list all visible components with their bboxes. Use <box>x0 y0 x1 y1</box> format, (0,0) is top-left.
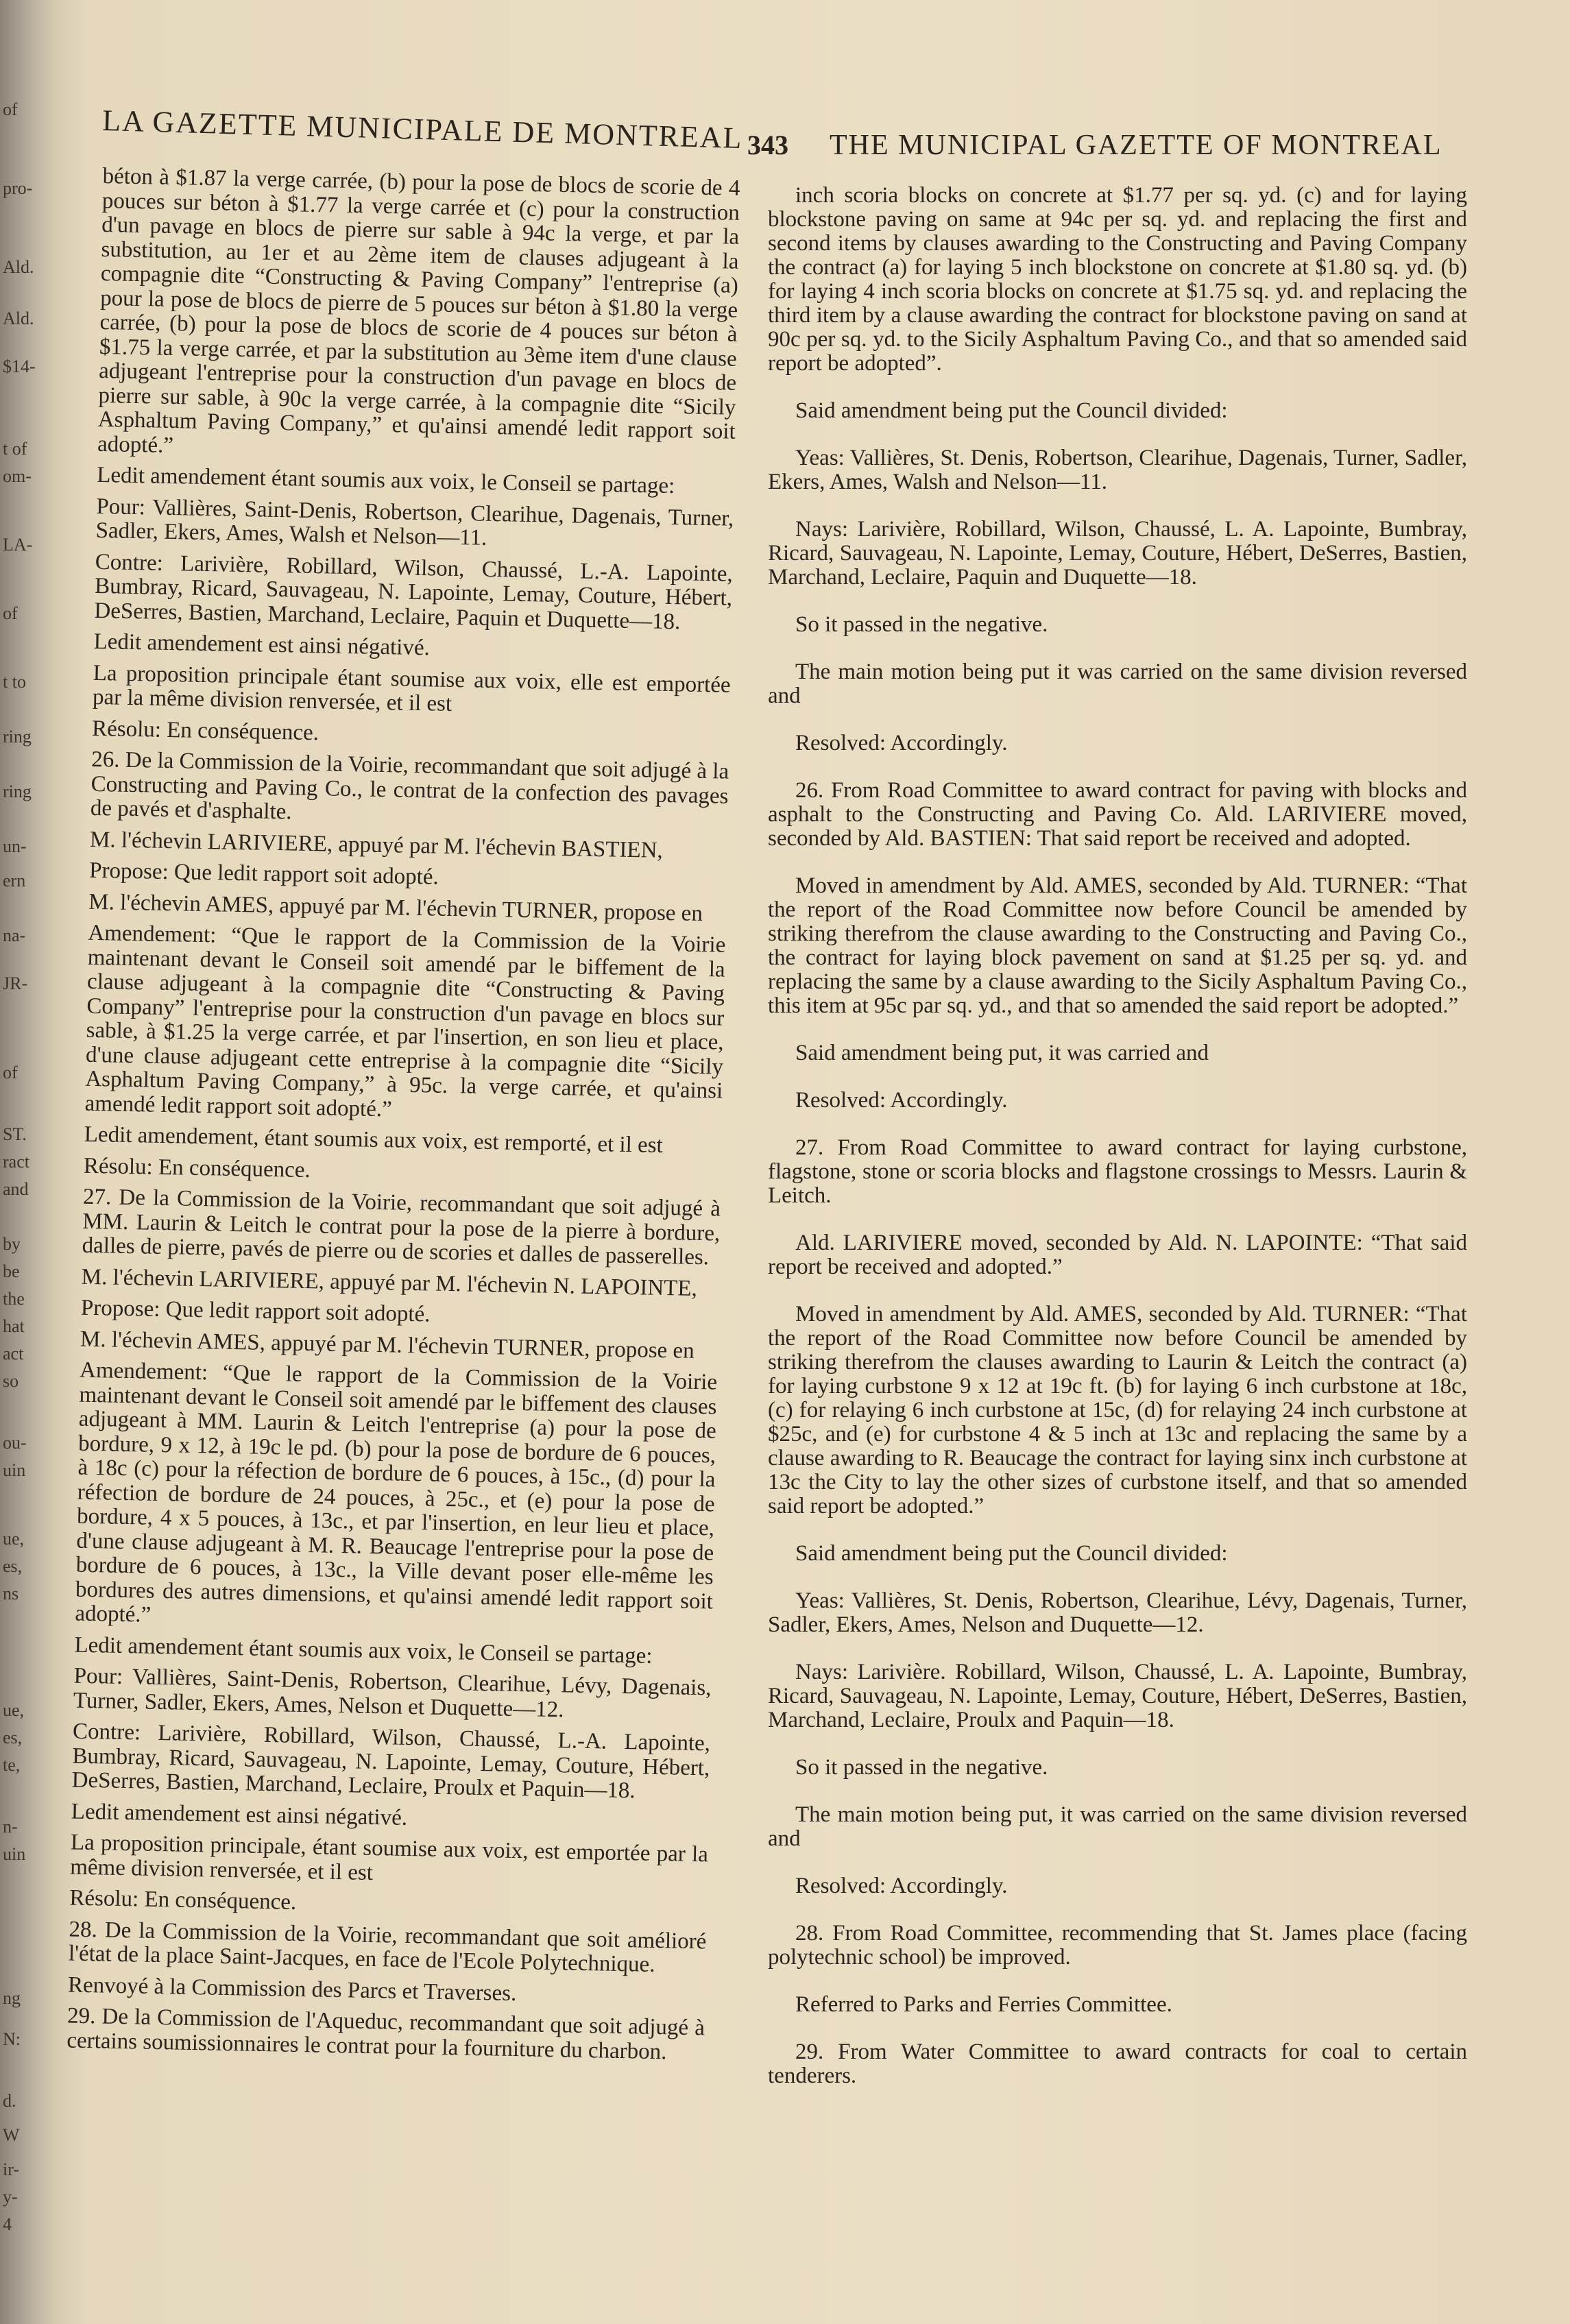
english-paragraph: Said amendment being put, it was carried and <box>795 1041 1209 1065</box>
margin-fragment: $14- <box>3 356 36 376</box>
margin-fragment: and <box>3 1179 29 1199</box>
english-paragraph: Referred to Parks and Ferries Committee. <box>795 1992 1172 2017</box>
previous-page-margin <box>0 0 53 2324</box>
margin-fragment: ns <box>3 1584 19 1603</box>
english-paragraph: Yeas: Vallières, St. Denis, Robertson, Clearihue, Dagenais, Turner, Sadler, Ekers, Ames, Walsh and Nelson—11. <box>768 446 1467 494</box>
margin-fragment: by <box>3 1234 21 1254</box>
french-paragraph: béton à $1.87 la verge carrée, (b) pour la pose de blocs de scorie de 4 pouces sur béton à $1.77 la verge carrée et (c) pour la construction d'un pavage en blocs de pierre sur sable à 94c la verge, et par la substitution, au 1er et au 2ème item de clauses adjugeant à la compagnie dite “Constructing & Paving Company” l'entreprise (a) pour la pose de blocs de pierre de 5 pouces sur béton à $1.80 la verge carrée, (b) pour la pose de blocs de scorie de 4 pouces sur béton à $1.75 la verge carrée, et par la substitution au 3ème item d'une clause adjugeant l'entreprise pour la construction d'un pavage en blocs de pierre sur sable, à 90c la verge carrée, à la compagnie dite “Sicily Asphaltum Paving Company,” et qu'ainsi amendé ledit rapport soit adopté.” <box>97 164 740 458</box>
french-paragraph: Contre: Larivière, Robillard, Wilson, Chaussé, L.-A. Lapointe, Bumbray, Ricard, Sauvageau, N. Lapointe, Lemay, Couture, Hébert, DeSerres, Bastien, Marchand, Leclaire, Paquin et Duquette—18. <box>94 549 734 634</box>
french-paragraph: M. l'échevin LARIVIERE, appuyé par M. l'échevin N. LAPOINTE, <box>81 1264 698 1301</box>
french-paragraph: Renvoyé à la Commission des Parcs et Traverses. <box>67 1972 517 2006</box>
english-paragraph: Resolved: Accordingly. <box>795 731 1008 755</box>
french-paragraph: Pour: Vallières, Saint-Denis, Robertson, Clearihue, Dagenais, Turner, Sadler, Ekers, Ames, Walsh et Nelson—11. <box>95 494 734 550</box>
page-number: 343 <box>747 130 788 160</box>
margin-fragment: n- <box>3 1817 18 1837</box>
english-paragraph: Resolved: Accordingly. <box>795 1874 1008 1898</box>
english-paragraph: Nays: Larivière. Robillard, Wilson, Chaussé, L. A. Lapointe, Bumbray, Ricard, Sauvageau, N. Lapointe, Lemay, Couture, Hébert, DeSerres, Bastien, Marchand, Leclaire, Proulx and Paquin—18. <box>768 1660 1467 1732</box>
french-paragraph: Ledit amendement est ainsi négativé. <box>71 1799 408 1830</box>
french-paragraph: Ledit amendement est ainsi négativé. <box>93 629 431 661</box>
margin-fragment: t of <box>3 439 27 459</box>
french-paragraph: 29. De la Commission de l'Aqueduc, recommandant que soit adjugé à certains soumissionnaires le contrat pour la fourniture du charbon. <box>67 2003 705 2064</box>
french-paragraph: La proposition principale étant soumise aux voix, elle est emportée par la même division renversée, et il est <box>92 660 731 716</box>
english-paragraph: 29. From Water Committee to award contracts for coal to certain tenderers. <box>768 2039 1467 2088</box>
english-column <box>768 184 1467 2268</box>
french-paragraph: 26. De la Commission de la Voirie, recommandant que soit adjugé à la Constructing and Paving Co., le contrat de la confection des pavages de pavés et d'asphalte. <box>90 747 729 825</box>
french-column <box>62 165 740 2274</box>
french-paragraph: Ledit amendement, étant soumis aux voix, est remporté, et il est <box>84 1122 664 1158</box>
english-paragraph: Moved in amendment by Ald. AMES, seconded by Ald. TURNER: “That the report of the Road Committee now before Council be amended by striking therefrom the clauses awarding to Laurin & Leitch the contract (a) for laying curbstone 9 x 12 at 19c ft. (b) for laying 6 inch curbstone at 18c, (c) for relaying 6 inch curbstone at 15c, (d) for relaying 24 inch curbstone at $25c, and (e) for curbstone 4 & 5 inch at 13c and replacing the same by a clause awarding to R. Beaucage the contract for laying sinx inch curbstone at 13c the City to lay the other sizes of curbstone itself, and that so amended said report be adopted.” <box>768 1302 1467 1518</box>
margin-fragment: un- <box>3 836 27 856</box>
english-paragraph: 27. From Road Committee to award contract for laying curbstone, flagstone, stone or scoria blocks and flagstone crossings to Messrs. Laurin & Leitch. <box>768 1135 1467 1208</box>
french-paragraph: Résolu: En conséquence. <box>83 1153 311 1183</box>
french-paragraph: Pour: Vallières, Saint-Denis, Robertson, Clearihue, Lévy, Dagenais, Turner, Sadler, Ekers, Ames, Nelson et Duquette—12. <box>73 1663 712 1722</box>
english-paragraph: Yeas: Vallières, St. Denis, Robertson, Clearihue, Lévy, Dagenais, Turner, Sadler, Ekers, Ames, Nelson and Duquette—12. <box>768 1588 1467 1637</box>
margin-fragment: JR- <box>3 973 28 993</box>
margin-fragment: ir- <box>3 2159 20 2179</box>
english-paragraph: So it passed in the negative. <box>795 1755 1048 1780</box>
french-paragraph: Résolu: En conséquence. <box>91 716 319 745</box>
margin-fragment: ract <box>3 1152 29 1172</box>
french-paragraph: Ledit amendement étant soumis aux voix, le Conseil se partage: <box>96 462 675 499</box>
margin-fragment: ring <box>3 727 32 747</box>
english-paragraph: 26. From Road Committee to award contract for paving with blocks and asphalt to the Constructing and Paving Co. Ald. LARIVIERE moved, seconded by Ald. BASTIEN: That said report be received and adopted. <box>768 778 1467 851</box>
margin-fragment: the <box>3 1289 25 1309</box>
margin-fragment: N: <box>3 2029 21 2049</box>
french-paragraph: Contre: Larivière, Robillard, Wilson, Chaussé, L.-A. Lapointe, Bumbray, Ricard, Sauvageau, N. Lapointe, Lemay, Couture, Hébert, DeSerres, Bastien, Marchand, Leclaire, Proulx et Paquin—18. <box>71 1719 711 1804</box>
margin-fragment: ern <box>3 871 26 891</box>
margin-fragment: te, <box>3 1755 21 1775</box>
english-paragraph: Moved in amendment by Ald. AMES, seconded by Ald. TURNER: “That the report of the Road Committee now before Council be amended by striking therefrom the clause awarding to the Constructing and Paving Co., the contract for laying block pavement on sand at $1.25 per sq. yd. and replacing the same by a clause awarding to the Sicily Asphaltum Paving Co., this item at 95c par sq. yd., and that so amended the said report be adopted.” <box>768 873 1467 1018</box>
margin-fragment: y- <box>3 2187 18 2207</box>
margin-fragment: ue, <box>3 1529 25 1549</box>
french-paragraph: 28. De la Commission de la Voirie, recommandant que soit amélioré l'état de la place Saint-Jacques, en face de l'Ecole Polytechnique. <box>68 1917 707 1977</box>
header-french-title: LA GAZETTE MUNICIPALE DE MONTREAL <box>101 103 744 156</box>
english-paragraph: The main motion being put, it was carried on the same division reversed and <box>768 1802 1467 1851</box>
margin-fragment: t to <box>3 672 26 692</box>
margin-fragment: pro- <box>3 178 33 198</box>
french-paragraph: Amendement: “Que le rapport de la Commission de la Voirie maintenant devant le Conseil soit amendé par le biffement des clauses adjugeant à MM. Laurin & Leitch l'entreprise (a) pour la pose de bordure, 9 x 12, à 19c le pd. (b) pour la pose de bordure de 6 pouces, à 18c (c) pour la réfection de bordure de 6 pouces, à 15c., (d) pour la réfection de bordure de 24 pouces, à 25c., et (e) pour la pose de bordure, 4 x 5 pouces, à 13c., et par l'insertion, en leur lieu et place, d'une clause adjugeant à M. R. Beaucage l'entreprise pour la pose de bordure de 6 pouces, à 13c., la Ville devant poser elle-même les bordures des autres dimensions, et qu'ainsi amendé ledit rapport soit adopté.” <box>75 1357 718 1627</box>
margin-fragment: 4 <box>3 2214 12 2234</box>
french-paragraph: 27. De la Commission de la Voirie, recommandant que soit adjugé à MM. Laurin & Leitch le contrat pour la pose de la pierre à bordure, dalles de pierre, pavés de pierre ou de scories et dalles de passerelles. <box>82 1184 721 1270</box>
margin-fragment: om- <box>3 466 32 486</box>
french-paragraph: Résolu: En conséquence. <box>69 1885 297 1915</box>
margin-fragment: W <box>3 2125 20 2145</box>
margin-fragment: of <box>3 99 18 119</box>
english-paragraph: 28. From Road Committee, recommending that St. James place (facing polytechnic school) be improved. <box>768 1921 1467 1970</box>
margin-fragment: na- <box>3 925 26 945</box>
french-paragraph: La proposition principale, étant soumise aux voix, est emportée par la même division renversée, et il est <box>69 1830 709 1885</box>
margin-fragment: act <box>3 1344 24 1364</box>
french-paragraph: M. l'échevin AMES, appuyé par M. l'échevin TURNER, propose en <box>88 889 703 926</box>
margin-fragment: be <box>3 1261 20 1281</box>
margin-fragment: es, <box>3 1728 23 1747</box>
margin-fragment: d. <box>3 2091 16 2111</box>
french-paragraph: Propose: Que ledit rapport soit adopté. <box>80 1295 431 1327</box>
margin-fragment: LA- <box>3 535 33 555</box>
french-paragraph: M. l'échevin LARIVIERE, appuyé par M. l'échevin BASTIEN, <box>89 827 664 863</box>
english-paragraph: inch scoria blocks on concrete at $1.77 per sq. yd. (c) and for laying blockstone paving on same at 94c per sq. yd. and replacing the first and second items by clauses awarding to the Constructing and Paving Company the contract (a) for laying 5 inch blockstone on concrete at $1.80 sq. yd. (b) for laying 4 inch scoria blocks on concrete at $1.75 sq. yd. and replacing the third item by a clause awarding the contract for blockstone paving on sand at 90c per sq. yd. to the Sicily Asphaltum Paving Co., and that so amended said report be adopted”. <box>768 183 1467 376</box>
header-english-title: THE MUNICIPAL GAZETTE OF MONTREAL <box>830 130 1442 161</box>
margin-fragment: uin <box>3 1460 26 1480</box>
english-paragraph: Said amendment being put the Council divided: <box>795 1541 1228 1566</box>
page-header <box>101 103 1442 165</box>
margin-fragment: ue, <box>3 1700 25 1720</box>
margin-fragment: ring <box>3 782 32 801</box>
english-paragraph: Ald. LARIVIERE moved, seconded by Ald. N. LAPOINTE: “That said report be received and adopted.” <box>768 1231 1467 1279</box>
margin-fragment: ou- <box>3 1433 27 1453</box>
english-paragraph: Resolved: Accordingly. <box>795 1088 1008 1113</box>
english-paragraph: Nays: Larivière, Robillard, Wilson, Chaussé, L. A. Lapointe, Bumbray, Ricard, Sauvageau, N. Lapointe, Lemay, Couture, Hébert, DeSerres, Bastien, Marchand, Leclaire, Paquin and Duquette—18. <box>768 517 1467 590</box>
margin-fragment: so <box>3 1371 19 1391</box>
margin-fragment: hat <box>3 1316 25 1336</box>
margin-fragment: ng <box>3 1988 21 2008</box>
french-paragraph: Ledit amendement étant soumis aux voix, le Conseil se partage: <box>74 1632 653 1669</box>
margin-fragment: of <box>3 1063 18 1082</box>
english-paragraph: The main motion being put it was carried on the same division reversed and <box>768 659 1467 708</box>
margin-fragment: Ald. <box>3 257 34 277</box>
margin-fragment: uin <box>3 1844 26 1864</box>
margin-fragment: es, <box>3 1556 23 1576</box>
english-paragraph: So it passed in the negative. <box>795 612 1048 637</box>
english-paragraph: Said amendment being put the Council divided: <box>795 398 1228 423</box>
french-paragraph: M. l'échevin AMES, appuyé par M. l'échevin TURNER, propose en <box>80 1327 695 1364</box>
margin-fragment: of <box>3 603 18 623</box>
margin-fragment: ST. <box>3 1124 27 1144</box>
french-paragraph: Amendement: “Que le rapport de la Commission de la Voirie maintenant devant le Conseil soit amendé par le biffement de la clause adjugeant à la compagnie dite “Constructing & Paving Company” l'entreprise pour la construction d'un pavage en blocs sur sable, à $1.25 la verge carrée, et par l'insertion, en son lieu et place, d'une clause adjugeant cette entreprise à la compagnie dite “Sicily Asphaltum Paving Company,” à 95c. la verge carrée, et qu'ainsi amendé ledit rapport soit adopté.” <box>84 920 726 1122</box>
margin-fragment: Ald. <box>3 308 34 328</box>
french-paragraph: Propose: Que ledit rapport soit adopté. <box>88 858 439 890</box>
